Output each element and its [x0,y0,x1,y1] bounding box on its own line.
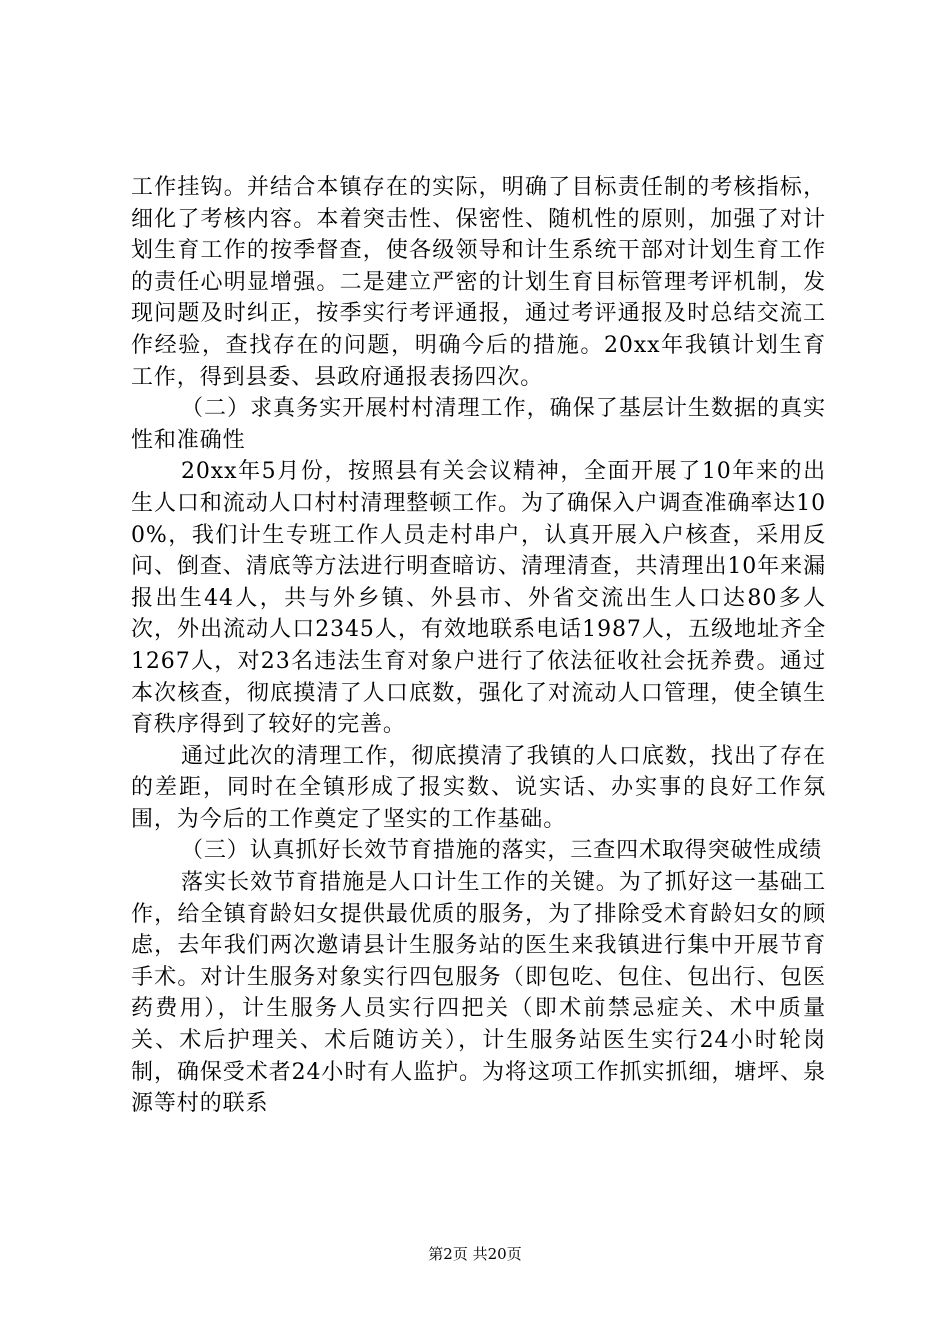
section-heading-2: （二）求真务实开展村村清理工作，确保了基层计生数据的真实性和准确性 [131,396,826,453]
document-body [131,172,826,1120]
page-number: 第2页 共20页 [428,1245,522,1263]
paragraph-village-cleanup: 20xx年5月份，按照县有关会议精神，全面开展了10年来的出生人口和流动人口村村清理整顿工作。为了确保入户调查准确率达100%，我们计生专班工作人员走村串户，认真开展入户核查，采用反问、倒查、清底等方法进行明查暗访、清理清查，共清理出10年来漏报出生44人，共与外乡镇、外县市、外省交流出生人口达80多人次，外出流动人口2345人，有效地联系电话1987人，五级地址齐全1267人，对23名违法生育对象户进行了依法征收社会抚养费。通过本次核查，彻底摸清了人口底数，强化了对流动人口管理，使全镇生育秩序得到了较好的完善。 [131,459,826,738]
section-heading-3: （三）认真抓好长效节育措施的落实，三查四术取得突破性成绩 [181,838,823,864]
page-footer [0,1244,950,1264]
paragraph-continuation: 工作挂钩。并结合本镇存在的实际，明确了目标责任制的考核指标，细化了考核内容。本着突击性、保密性、随机性的原则，加强了对计划生育工作的按季督查，使各级领导和计生系统干部对计划生育工作的责任心明显增强。二是建立严密的计划生育目标管理考评机制，发现问题及时纠正，按季实行考评通报，通过考评通报及时总结交流工作经验，查找存在的问题，明确今后的措施。20xx年我镇计划生育工作，得到县委、县政府通报表扬四次。 [131,175,826,390]
paragraph-cleanup-result: 通过此次的清理工作，彻底摸清了我镇的人口底数，找出了存在的差距，同时在全镇形成了报实数、说实话、办实事的良好工作氛围，为今后的工作奠定了坚实的工作基础。 [131,743,826,832]
paragraph-contraception-measures: 落实长效节育措施是人口计生工作的关键。为了抓好这一基础工作，给全镇育龄妇女提供最优质的服务，为了排除受术育龄妇女的顾虑，去年我们两次邀请县计生服务站的医生来我镇进行集中开展节育手术。对计生服务对象实行四包服务（即包吃、包住、包出行、包医药费用），计生服务人员实行四把关（即术前禁忌症关、术中质量关、术后护理关、术后随访关），计生服务站医生实行24小时轮岗制，确保受术者24小时有人监护。为将这项工作抓实抓细，塘坪、泉源等村的联系 [131,870,826,1117]
